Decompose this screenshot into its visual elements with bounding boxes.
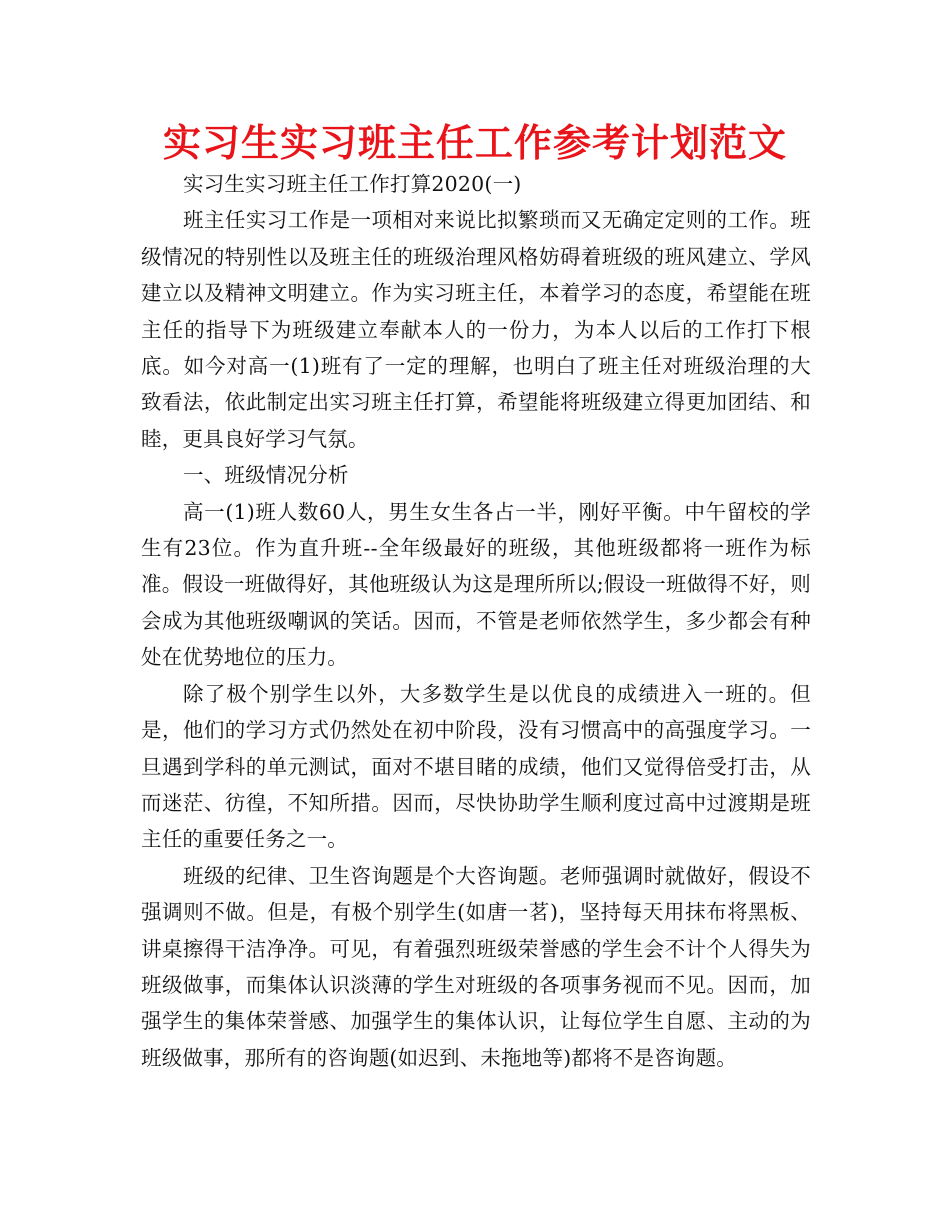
intro-paragraph: 班主任实习工作是一项相对来说比拟繁琐而又无确定定则的工作。班级情况的特别性以及班主任的班级治理风格妨碍着班级的班风建立、学风建立以及精神文明建立。作为实习班主任，本着学习的态度，希望能在班主任的指导下为班级建立奉献本人的一份力，为本人以后的工作打下根底。如今对高一(1)班有了一定的理解，也明白了班主任对班级治理的大致看法，依此制定出实习班主任打算，希望能将班级建立得更加团结、和睦，更具良好学习气氛。 <box>141 208 811 451</box>
body-paragraph: 高一(1)班人数60人，男生女生各占一半，刚好平衡。中午留校的学生有23位。作为直升班--全年级最好的班级，其他班级都将一班作为标准。假设一班做得好，其他班级认为这是理所所以;假设一班做得不好，则会成为其他班级嘲讽的笑话。因而，不管是老师依然学生，多少都会有种处在优势地位的压力。 <box>141 499 811 670</box>
body-paragraph: 除了极个别学生以外，大多数学生是以优良的成绩进入一班的。但是，他们的学习方式仍然处在初中阶段，没有习惯高中的高强度学习。一旦遇到学科的单元测试，面对不堪目睹的成绩，他们又觉得倍受打击，从而迷茫、彷徨，不知所措。因而，尽快协助学生顺利度过高中过渡期是班主任的重要任务之一。 <box>141 681 811 852</box>
document-title: 实习生实习班主任工作参考计划范文 <box>162 121 787 165</box>
document-body <box>141 166 811 1076</box>
section-heading: 一、班级情况分析 <box>183 463 349 488</box>
body-paragraph: 班级的纪律、卫生咨询题是个大咨询题。老师强调时就做好，假设不强调则不做。但是，有极个别学生(如唐一茗)，坚持每天用抹布将黑板、讲桌擦得干洁净净。可见，有着强烈班级荣誉感的学生会不计个人得失为班级做事，而集体认识淡薄的学生对班级的各项事务视而不见。因而，加强学生的集体荣誉感、加强学生的集体认识，让每位学生自愿、主动的为班级做事，那所有的咨询题(如迟到、未拖地等)都将不是咨询题。 <box>141 863 811 1070</box>
subtitle-paragraph: 实习生实习班主任工作打算2020(一) <box>183 172 522 196</box>
